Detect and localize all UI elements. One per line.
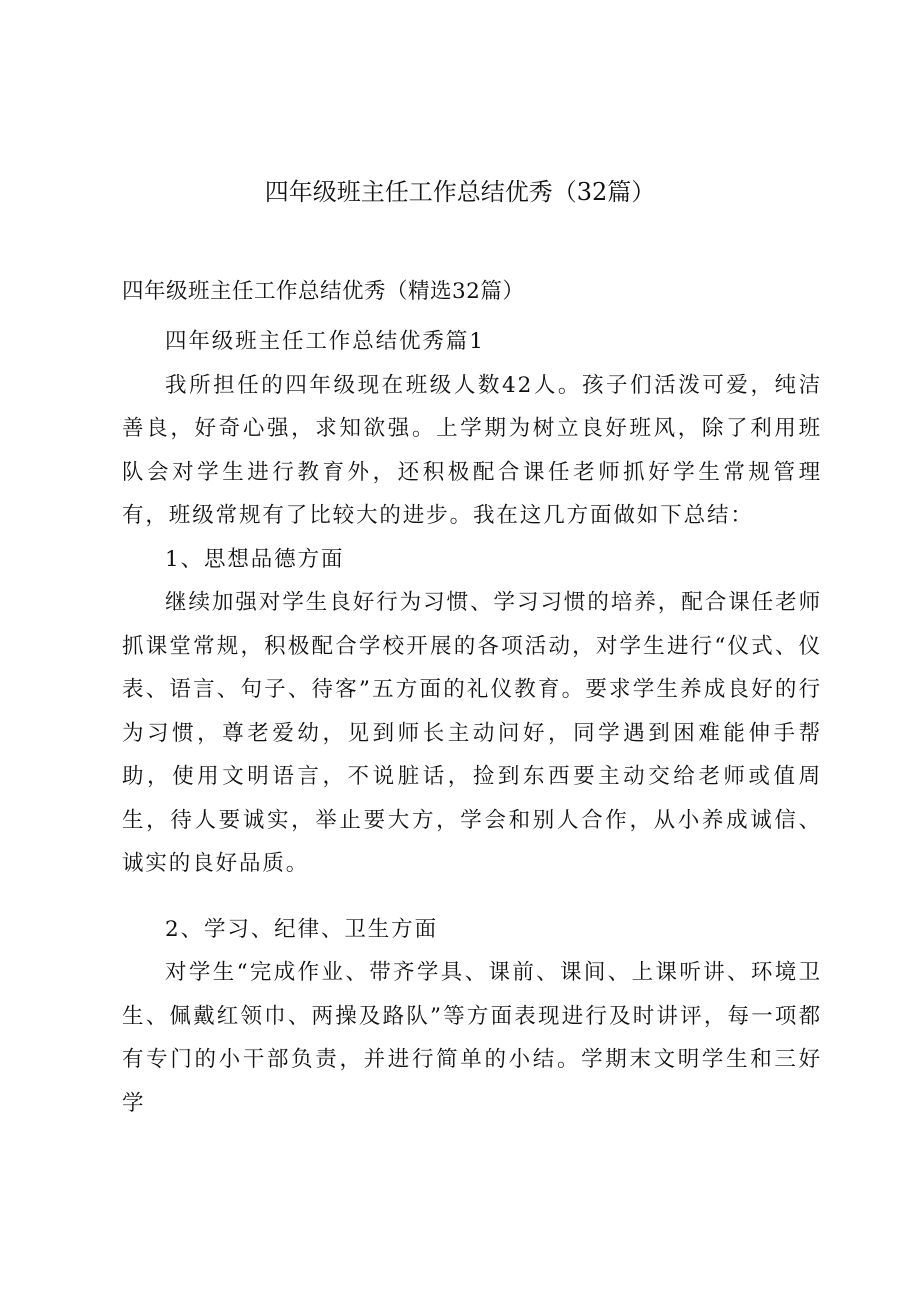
- spacer: [122, 886, 822, 908]
- document-subtitle: 四年级班主任工作总结优秀（精选32篇）: [122, 279, 525, 304]
- paragraph-study: 对学生“完成作业、带齐学具、课前、课间、上课听讲、环境卫生、佩戴红领巾、两操及路队”等方面表现进行及时讲评，每一项都有专门的小干部负责，并进行简单的小结。学期末文明学生和三好学: [122, 960, 822, 1116]
- document-title: 四年级班主任工作总结优秀（32篇）: [264, 178, 656, 206]
- heading-study: 2、学习、纪律、卫生方面: [165, 916, 438, 942]
- paragraph-moral: 继续加强对学生良好行为习惯、学习习惯的培养，配合课任老师抓课堂常规，积极配合学校开展的各项活动，对学生进行“仪式、仪表、语言、句子、待客”五方面的礼仪教育。要求学生养成良好的行为习惯，尊老爱幼，见到师长主动问好，同学遇到困难能伸手帮助，使用文明语言，不说脏话，捡到东西要主动交给老师或值周生，待人要诚实，举止要大方，学会和别人合作，从小养成诚信、诚实的良好品质。: [122, 590, 822, 876]
- document-body: [122, 320, 822, 1125]
- paragraph-intro: 我所担任的四年级现在班级人数42人。孩子们活泼可爱，纯洁善良，好奇心强，求知欲强。上学期为树立良好班风，除了利用班队会对学生进行教育外，还积极配合课任老师抓好学生常规管理有，班级常规有了比较大的进步。我在这几方面做如下总结：: [122, 372, 822, 528]
- section-heading: 四年级班主任工作总结优秀篇1: [165, 329, 485, 354]
- heading-moral: 1、思想品德方面: [165, 546, 345, 572]
